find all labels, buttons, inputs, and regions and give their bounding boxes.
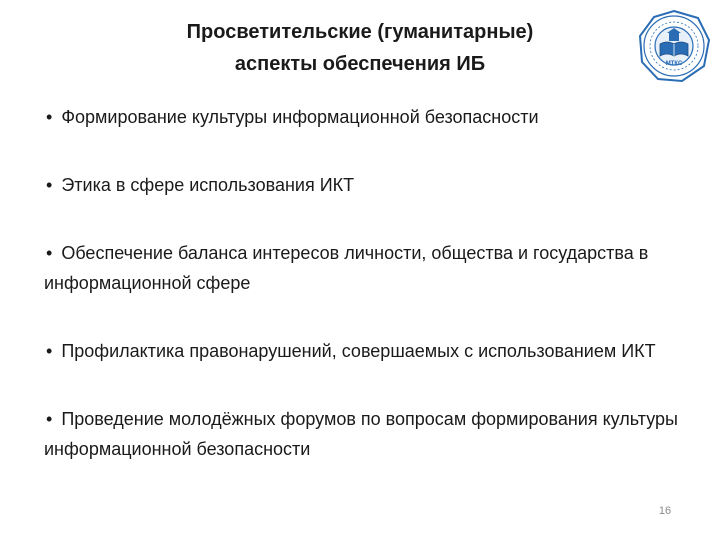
bullet-text: Формирование культуры информационной безопасности (61, 107, 539, 127)
slide-title-line-1: Просветительские (гуманитарные) (186, 21, 534, 43)
slide-title (100, 16, 620, 80)
university-seal-icon (636, 8, 712, 84)
bullet-text: Этика в сфере использования ИКТ (61, 175, 355, 195)
logo-text: МТКС (665, 61, 683, 67)
slide-title-line-2: аспекты обеспечения ИБ (234, 53, 486, 75)
bullet-text: Обеспечение баланса интересов личности, общества и государства в информационной сфере (44, 243, 649, 293)
bullet-item-1 (44, 102, 684, 132)
slide-number: 16 (658, 505, 672, 517)
bullet-mark: • (46, 409, 53, 429)
bullet-item-3 (44, 238, 684, 298)
bullet-text: Проведение молодёжных форумов по вопросам формирования культуры информационной безопасности (44, 409, 678, 459)
bullet-mark: • (46, 341, 53, 361)
bullet-mark: • (46, 107, 53, 127)
bullet-mark: • (46, 243, 53, 263)
bullet-text: Профилактика правонарушений, совершаемых с использованием ИКТ (61, 341, 656, 361)
bullet-item-2 (44, 170, 684, 200)
bullet-item-5 (44, 404, 684, 464)
bullet-item-4 (44, 336, 684, 366)
bullet-mark: • (46, 175, 53, 195)
bullet-list (44, 102, 684, 502)
